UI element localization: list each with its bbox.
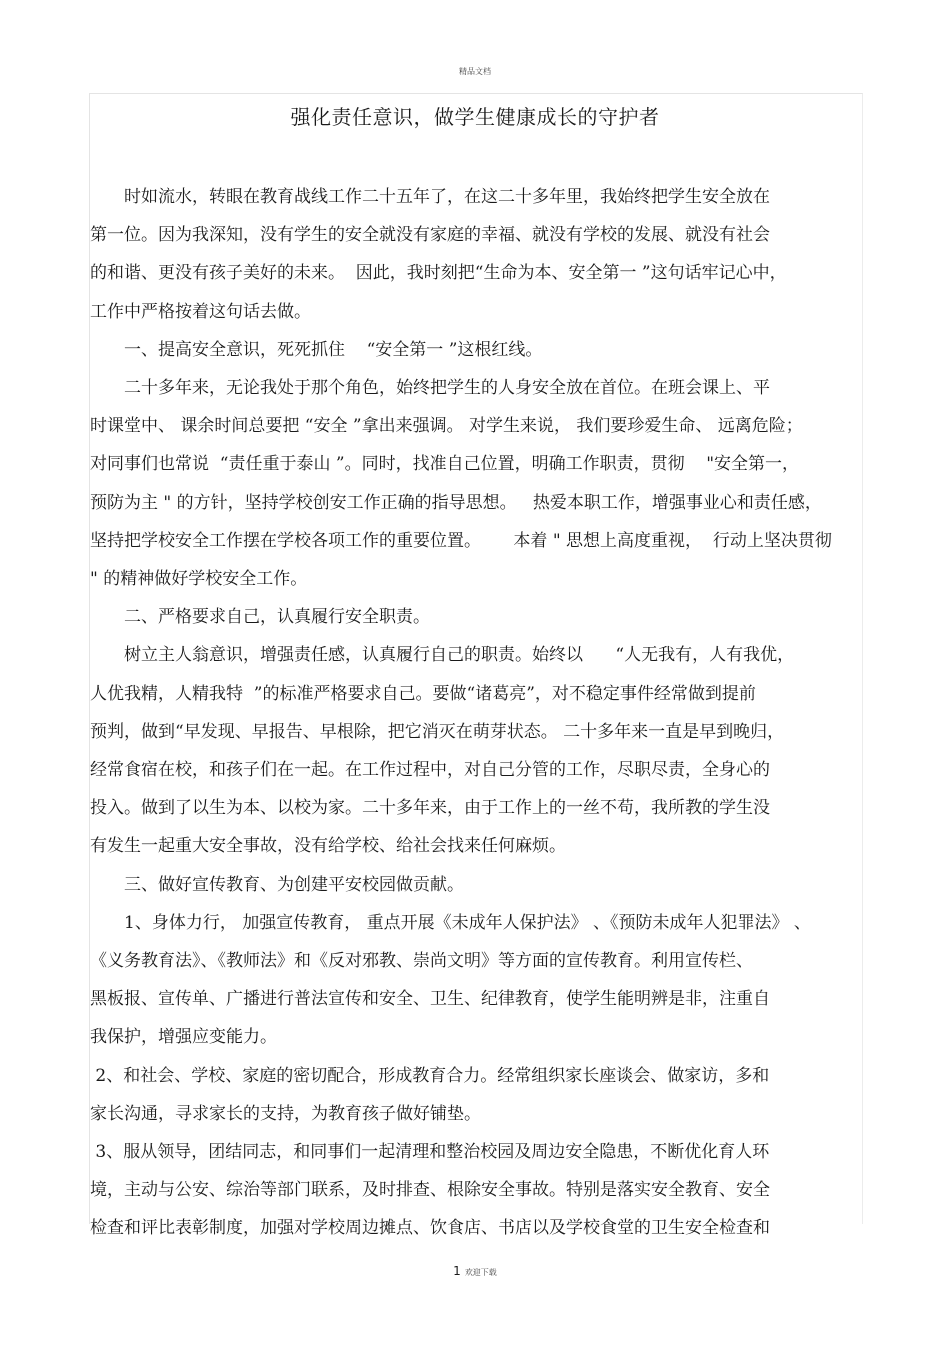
body-line: 时如流水，转眼在教育战线工作二十五年了，在这二十多年里，我始终把学生安全放在: [90, 187, 770, 207]
body-line: 二十多年来，无论我处于那个角色，始终把学生的人身安全放在首位。在班会课上、平: [90, 378, 770, 398]
body-line: 黑板报、宣传单、广播进行普法宣传和安全、卫生、纪律教育，使学生能明辨是非，注重自: [90, 989, 770, 1009]
document-title: 强化责任意识，做学生健康成长的守护者: [290, 105, 660, 129]
body-line: 经常食宿在校，和孩子们在一起。在工作过程中，对自己分管的工作，尽职尽责，全身心的: [90, 760, 770, 780]
body-line: " 的精神做好学校安全工作。: [90, 569, 308, 589]
body-line: 坚持把学校安全工作摆在学校各项工作的重要位置。 本着 " 思想上高度重视， 行动上坚决贯彻: [90, 531, 832, 551]
body-line: 1、身体力行， 加强宣传教育， 重点开展《未成年人保护法》 、《预防未成年人犯罪法》 、: [90, 913, 811, 933]
body-line: 2、和社会、学校、家庭的密切配合，形成教育合力。经常组织家长座谈会、做家访，多和: [90, 1066, 770, 1086]
page-footer: [0, 1260, 950, 1279]
body-line: 3、服从领导，团结同志，和同事们一起清理和整治校园及周边安全隐患，不断优化育人环: [90, 1142, 770, 1162]
body-line: 工作中严格按着这句话去做。: [90, 302, 311, 322]
page-number: 1: [453, 1264, 461, 1278]
footer-label: 欢迎下载: [464, 1268, 497, 1277]
body-line: 三、做好宣传教育、为创建平安校园做贡献。: [90, 875, 464, 895]
body-line: 一、提高安全意识，死死抓住 “安全第一 ”这根红线。: [90, 340, 543, 360]
body-line: 人优我精，人精我特 ”的标准严格要求自己。要做“诸葛亮”，对不稳定事件经常做到提前: [90, 684, 756, 704]
body-line: 我保护，增强应变能力。: [90, 1027, 277, 1047]
body-line: 有发生一起重大安全事故，没有给学校、给社会找来任何麻烦。: [90, 836, 566, 856]
body-line: 的和谐、更没有孩子美好的未来。 因此，我时刻把“生命为本、安全第一 ”这句话牢记心中，: [90, 263, 787, 283]
body-line: 投入。做到了以生为本、以校为家。二十多年来，由于工作上的一丝不苟，我所教的学生没: [90, 798, 770, 818]
body-line: 时课堂中、 课余时间总要把 “安全 ”拿出来强调。 对学生来说， 我们要珍爱生命、 远离危险；: [90, 416, 803, 436]
body-line: 二、严格要求自己，认真履行安全职责。: [90, 607, 430, 627]
body-line: 对同事们也常说 “责任重于泰山 ”。同时，找准自己位置，明确工作职责，贯彻 "安全第一，: [90, 454, 800, 474]
body-line: 境，主动与公安、综治等部门联系，及时排查、根除安全事故。特别是落实安全教育、安全: [90, 1180, 770, 1200]
body-line: 树立主人翁意识，增强责任感，认真履行自己的职责。始终以 “人无我有，人有我优，: [90, 645, 795, 665]
body-line: 检查和评比表彰制度，加强对学校周边摊点、饮食店、书店以及学校食堂的卫生安全检查和: [90, 1218, 770, 1238]
body-line: 第一位。因为我深知，没有学生的安全就没有家庭的幸福、就没有学校的发展、就没有社会: [90, 225, 770, 245]
body-line: 《义务教育法》、《教师法》和《反对邪教、崇尚文明》等方面的宣传教育。利用宣传栏、: [90, 951, 753, 971]
body-line: 家长沟通，寻求家长的支持，为教育孩子做好铺垫。: [90, 1104, 481, 1124]
body-line: 预防为主 " 的方针，坚持学校创安工作正确的指导思想。 热爱本职工作，增强事业心和责任感，: [90, 493, 822, 513]
body-line: 预判，做到“早发现、早报告、早根除，把它消灭在萌芽状态。 二十多年来一直是早到晚归，: [90, 722, 785, 742]
page-header: 精品文档: [459, 67, 491, 76]
